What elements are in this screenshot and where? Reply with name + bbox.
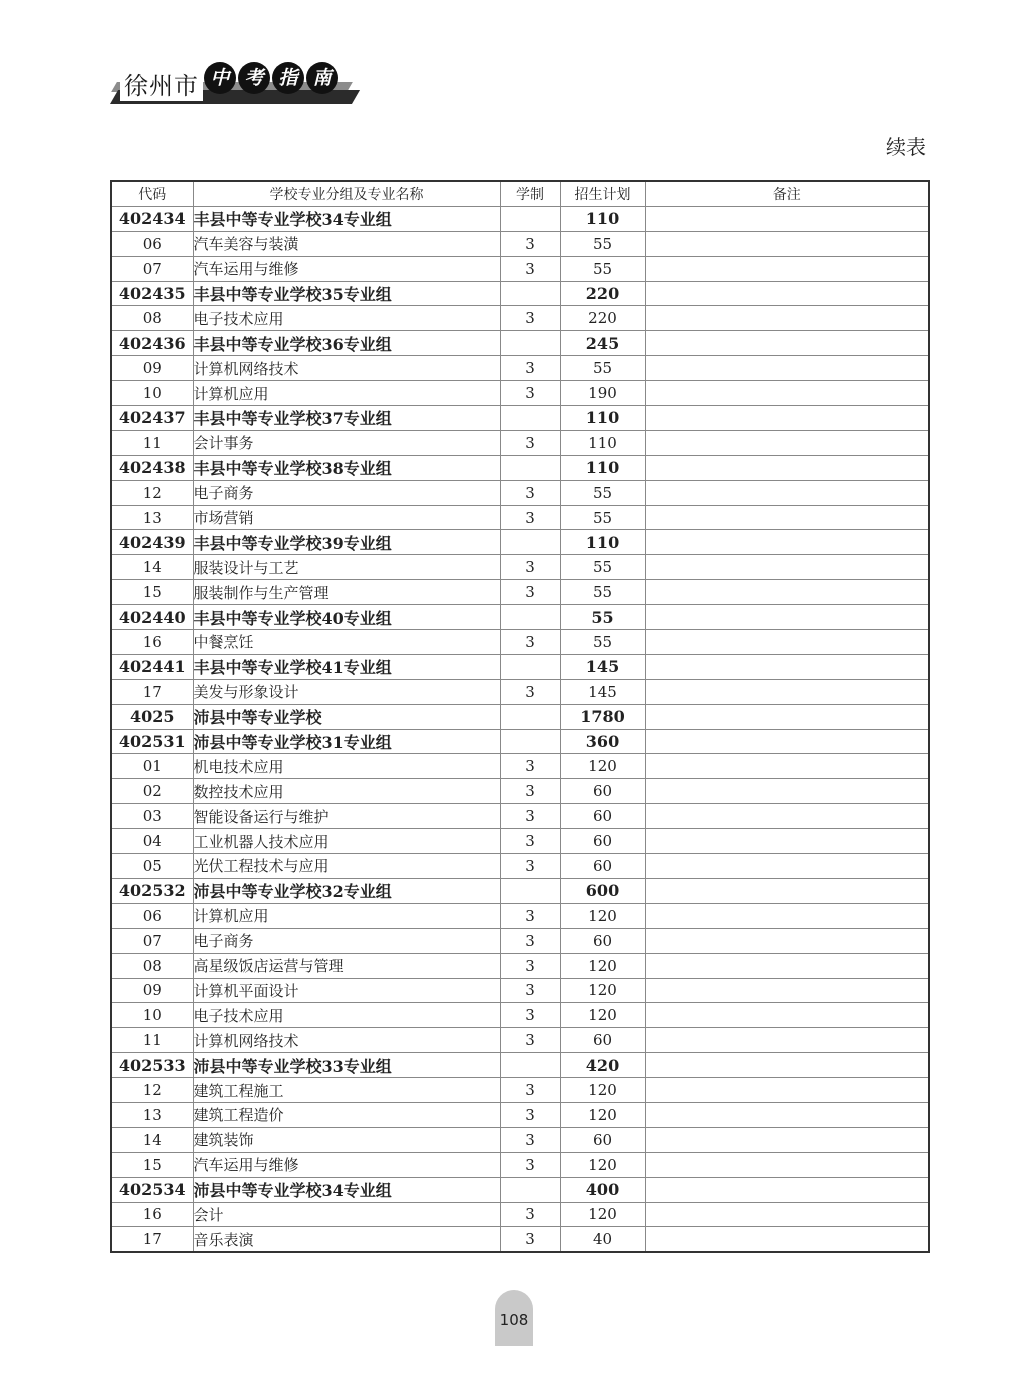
cell-code: 08 [111,306,193,331]
cell-code: 402533 [111,1053,193,1078]
cell-length: 3 [500,1152,560,1177]
cell-code: 14 [111,555,193,580]
cell-length: 3 [500,381,560,406]
table-row [111,754,929,779]
cell-remarks [645,854,929,879]
cell-length [500,406,560,431]
cell-code: 11 [111,1028,193,1053]
banner-city: 徐州市 [120,66,203,101]
cell-remarks [645,654,929,679]
cell-length: 3 [500,356,560,381]
cell-plan: 110 [560,530,645,555]
cell-plan: 110 [560,455,645,480]
table-row [111,679,929,704]
cell-plan: 360 [560,729,645,754]
cell-code: 402438 [111,455,193,480]
banner-seal-2: 考 [238,62,270,94]
cell-length: 3 [500,1227,560,1252]
cell-length: 3 [500,1028,560,1053]
table-row-group [111,281,929,306]
cell-plan: 110 [560,206,645,231]
cell-code: 17 [111,1227,193,1252]
cell-code: 402534 [111,1177,193,1202]
cell-code: 10 [111,381,193,406]
cell-name: 丰县中等专业学校41专业组 [193,654,500,679]
cell-length [500,206,560,231]
cell-code: 11 [111,430,193,455]
cell-plan: 120 [560,1102,645,1127]
cell-remarks [645,1078,929,1103]
cell-plan: 55 [560,580,645,605]
table-row-group [111,530,929,555]
cell-plan: 55 [560,256,645,281]
cell-remarks [645,480,929,505]
cell-name: 建筑工程施工 [193,1078,500,1103]
cell-plan: 120 [560,1202,645,1227]
cell-name: 光伏工程技术与应用 [193,854,500,879]
table-row-group [111,729,929,754]
table-row-group [111,331,929,356]
cell-length: 3 [500,928,560,953]
cell-remarks [645,804,929,829]
cell-length [500,455,560,480]
cell-name: 丰县中等专业学校39专业组 [193,530,500,555]
table-row [111,480,929,505]
page-number: 108 [495,1290,533,1346]
cell-remarks [645,381,929,406]
cell-plan: 55 [560,480,645,505]
cell-code: 13 [111,505,193,530]
cell-name: 数控技术应用 [193,779,500,804]
cell-length [500,605,560,630]
col-header-name: 学校专业分组及专业名称 [193,181,500,206]
cell-remarks [645,555,929,580]
col-header-plan: 招生计划 [560,181,645,206]
cell-name: 丰县中等专业学校36专业组 [193,331,500,356]
cell-name: 建筑工程造价 [193,1102,500,1127]
table-row-group [111,406,929,431]
cell-plan: 220 [560,306,645,331]
cell-remarks [645,754,929,779]
cell-code: 12 [111,480,193,505]
col-header-length: 学制 [500,181,560,206]
cell-length [500,331,560,356]
cell-remarks [645,430,929,455]
cell-length: 3 [500,754,560,779]
cell-length: 3 [500,580,560,605]
cell-code: 402439 [111,530,193,555]
cell-remarks [645,1003,929,1028]
cell-code: 07 [111,928,193,953]
cell-plan: 600 [560,878,645,903]
table-row [111,1078,929,1103]
cell-name: 电子商务 [193,928,500,953]
cell-name: 会计事务 [193,430,500,455]
cell-code: 14 [111,1127,193,1152]
table-row [111,978,929,1003]
cell-code: 16 [111,630,193,655]
cell-plan: 55 [560,505,645,530]
cell-length [500,530,560,555]
table-row-group [111,455,929,480]
cell-length: 3 [500,804,560,829]
cell-length: 3 [500,256,560,281]
table-row [111,829,929,854]
cell-name: 计算机网络技术 [193,356,500,381]
cell-name: 市场营销 [193,505,500,530]
cell-remarks [645,331,929,356]
cell-length [500,1177,560,1202]
table-row [111,1003,929,1028]
cell-plan: 145 [560,679,645,704]
cell-name: 电子商务 [193,480,500,505]
table-row [111,1127,929,1152]
cell-code: 402441 [111,654,193,679]
cell-remarks [645,256,929,281]
cell-plan: 60 [560,829,645,854]
cell-remarks [645,878,929,903]
cell-plan: 60 [560,779,645,804]
cell-length: 3 [500,903,560,928]
cell-remarks [645,729,929,754]
cell-name: 沛县中等专业学校33专业组 [193,1053,500,1078]
cell-length [500,654,560,679]
cell-code: 13 [111,1102,193,1127]
cell-length [500,878,560,903]
cell-name: 沛县中等专业学校 [193,704,500,729]
cell-length: 3 [500,854,560,879]
cell-length: 3 [500,1102,560,1127]
cell-plan: 55 [560,605,645,630]
cell-remarks [645,903,929,928]
cell-plan: 1780 [560,704,645,729]
table-row-group [111,1053,929,1078]
cell-length: 3 [500,430,560,455]
cell-remarks [645,580,929,605]
table-row [111,555,929,580]
cell-length: 3 [500,978,560,1003]
table-row [111,1227,929,1252]
cell-name: 高星级饭店运营与管理 [193,953,500,978]
cell-name: 丰县中等专业学校35专业组 [193,281,500,306]
cell-code: 4025 [111,704,193,729]
cell-code: 402532 [111,878,193,903]
cell-length [500,704,560,729]
table-row [111,430,929,455]
cell-name: 沛县中等专业学校34专业组 [193,1177,500,1202]
cell-remarks [645,1028,929,1053]
cell-code: 402436 [111,331,193,356]
cell-length: 3 [500,231,560,256]
cell-remarks [645,704,929,729]
cell-plan: 60 [560,804,645,829]
cell-plan: 400 [560,1177,645,1202]
table-row [111,1102,929,1127]
header-banner [108,60,358,112]
cell-remarks [645,1227,929,1252]
cell-remarks [645,605,929,630]
cell-plan: 60 [560,1028,645,1053]
enrollment-table [110,180,930,1253]
cell-code: 08 [111,953,193,978]
table-row [111,928,929,953]
cell-code: 402435 [111,281,193,306]
cell-name: 电子技术应用 [193,306,500,331]
table-row [111,505,929,530]
table-row [111,231,929,256]
cell-name: 服装设计与工艺 [193,555,500,580]
cell-name: 智能设备运行与维护 [193,804,500,829]
cell-name: 计算机网络技术 [193,1028,500,1053]
cell-name: 会计 [193,1202,500,1227]
cell-plan: 190 [560,381,645,406]
cell-remarks [645,356,929,381]
cell-code: 03 [111,804,193,829]
table-row [111,630,929,655]
cell-plan: 110 [560,430,645,455]
table-row [111,1028,929,1053]
cell-code: 04 [111,829,193,854]
cell-plan: 145 [560,654,645,679]
cell-remarks [645,206,929,231]
cell-name: 计算机应用 [193,903,500,928]
cell-length: 3 [500,953,560,978]
cell-length: 3 [500,505,560,530]
cell-name: 丰县中等专业学校34专业组 [193,206,500,231]
cell-plan: 120 [560,953,645,978]
banner-seal-4: 南 [306,62,338,94]
cell-code: 402531 [111,729,193,754]
table-body [111,206,929,1252]
cell-length: 3 [500,1003,560,1028]
table-row [111,854,929,879]
cell-plan: 120 [560,1078,645,1103]
cell-remarks [645,679,929,704]
cell-length: 3 [500,779,560,804]
cell-name: 汽车运用与维修 [193,1152,500,1177]
cell-length [500,1053,560,1078]
cell-plan: 55 [560,555,645,580]
table-row-group [111,704,929,729]
table-row [111,381,929,406]
cell-remarks [645,455,929,480]
cell-code: 17 [111,679,193,704]
cell-plan: 110 [560,406,645,431]
banner-seal-3: 指 [272,62,304,94]
cell-remarks [645,1177,929,1202]
cell-length: 3 [500,480,560,505]
cell-name: 美发与形象设计 [193,679,500,704]
table-row-group [111,206,929,231]
table-row [111,779,929,804]
cell-code: 12 [111,1078,193,1103]
cell-plan: 220 [560,281,645,306]
cell-length: 3 [500,1127,560,1152]
cell-remarks [645,1102,929,1127]
cell-code: 06 [111,903,193,928]
table-row-group [111,605,929,630]
cell-remarks [645,630,929,655]
table-row [111,953,929,978]
cell-code: 01 [111,754,193,779]
table-row [111,1152,929,1177]
table-row-group [111,654,929,679]
cell-plan: 60 [560,928,645,953]
cell-code: 15 [111,580,193,605]
cell-name: 丰县中等专业学校38专业组 [193,455,500,480]
cell-name: 汽车美容与装潢 [193,231,500,256]
cell-name: 沛县中等专业学校31专业组 [193,729,500,754]
cell-code: 07 [111,256,193,281]
cell-length: 3 [500,555,560,580]
cell-code: 402437 [111,406,193,431]
cell-length: 3 [500,679,560,704]
cell-name: 计算机应用 [193,381,500,406]
cell-plan: 55 [560,630,645,655]
cell-plan: 245 [560,331,645,356]
col-header-remarks: 备注 [645,181,929,206]
cell-code: 06 [111,231,193,256]
cell-length: 3 [500,829,560,854]
cell-name: 丰县中等专业学校37专业组 [193,406,500,431]
cell-plan: 55 [560,231,645,256]
cell-remarks [645,406,929,431]
cell-length [500,729,560,754]
cell-remarks [645,779,929,804]
cell-plan: 120 [560,754,645,779]
table-row [111,804,929,829]
table-row-group [111,1177,929,1202]
cell-code: 10 [111,1003,193,1028]
cell-remarks [645,231,929,256]
cell-name: 建筑装饰 [193,1127,500,1152]
cell-plan: 40 [560,1227,645,1252]
cell-remarks [645,530,929,555]
cell-name: 汽车运用与维修 [193,256,500,281]
cell-name: 机电技术应用 [193,754,500,779]
cell-plan: 60 [560,1127,645,1152]
cell-plan: 120 [560,1003,645,1028]
cell-remarks [645,829,929,854]
continued-label: 续表 [886,135,926,159]
table-row-group [111,878,929,903]
cell-code: 402434 [111,206,193,231]
cell-code: 15 [111,1152,193,1177]
cell-remarks [645,1202,929,1227]
cell-plan: 60 [560,854,645,879]
table-row [111,256,929,281]
table-row [111,306,929,331]
cell-name: 音乐表演 [193,1227,500,1252]
cell-remarks [645,505,929,530]
cell-length [500,281,560,306]
cell-code: 402440 [111,605,193,630]
cell-code: 02 [111,779,193,804]
cell-length: 3 [500,630,560,655]
cell-remarks [645,1127,929,1152]
table-row [111,580,929,605]
cell-length: 3 [500,1078,560,1103]
cell-code: 05 [111,854,193,879]
cell-remarks [645,1053,929,1078]
banner-seal-1: 中 [204,62,236,94]
cell-name: 沛县中等专业学校32专业组 [193,878,500,903]
cell-code: 09 [111,978,193,1003]
cell-remarks [645,281,929,306]
cell-name: 计算机平面设计 [193,978,500,1003]
col-header-code: 代码 [111,181,193,206]
cell-name: 丰县中等专业学校40专业组 [193,605,500,630]
cell-length: 3 [500,306,560,331]
table-row [111,903,929,928]
cell-remarks [645,978,929,1003]
table-row [111,1202,929,1227]
cell-length: 3 [500,1202,560,1227]
cell-name: 中餐烹饪 [193,630,500,655]
cell-name: 电子技术应用 [193,1003,500,1028]
cell-plan: 420 [560,1053,645,1078]
cell-remarks [645,306,929,331]
cell-plan: 120 [560,978,645,1003]
cell-remarks [645,953,929,978]
cell-code: 09 [111,356,193,381]
cell-name: 服装制作与生产管理 [193,580,500,605]
cell-remarks [645,928,929,953]
cell-name: 工业机器人技术应用 [193,829,500,854]
cell-code: 16 [111,1202,193,1227]
cell-plan: 120 [560,1152,645,1177]
cell-plan: 55 [560,356,645,381]
table-row [111,356,929,381]
table-header-row [111,181,929,206]
cell-plan: 120 [560,903,645,928]
cell-remarks [645,1152,929,1177]
